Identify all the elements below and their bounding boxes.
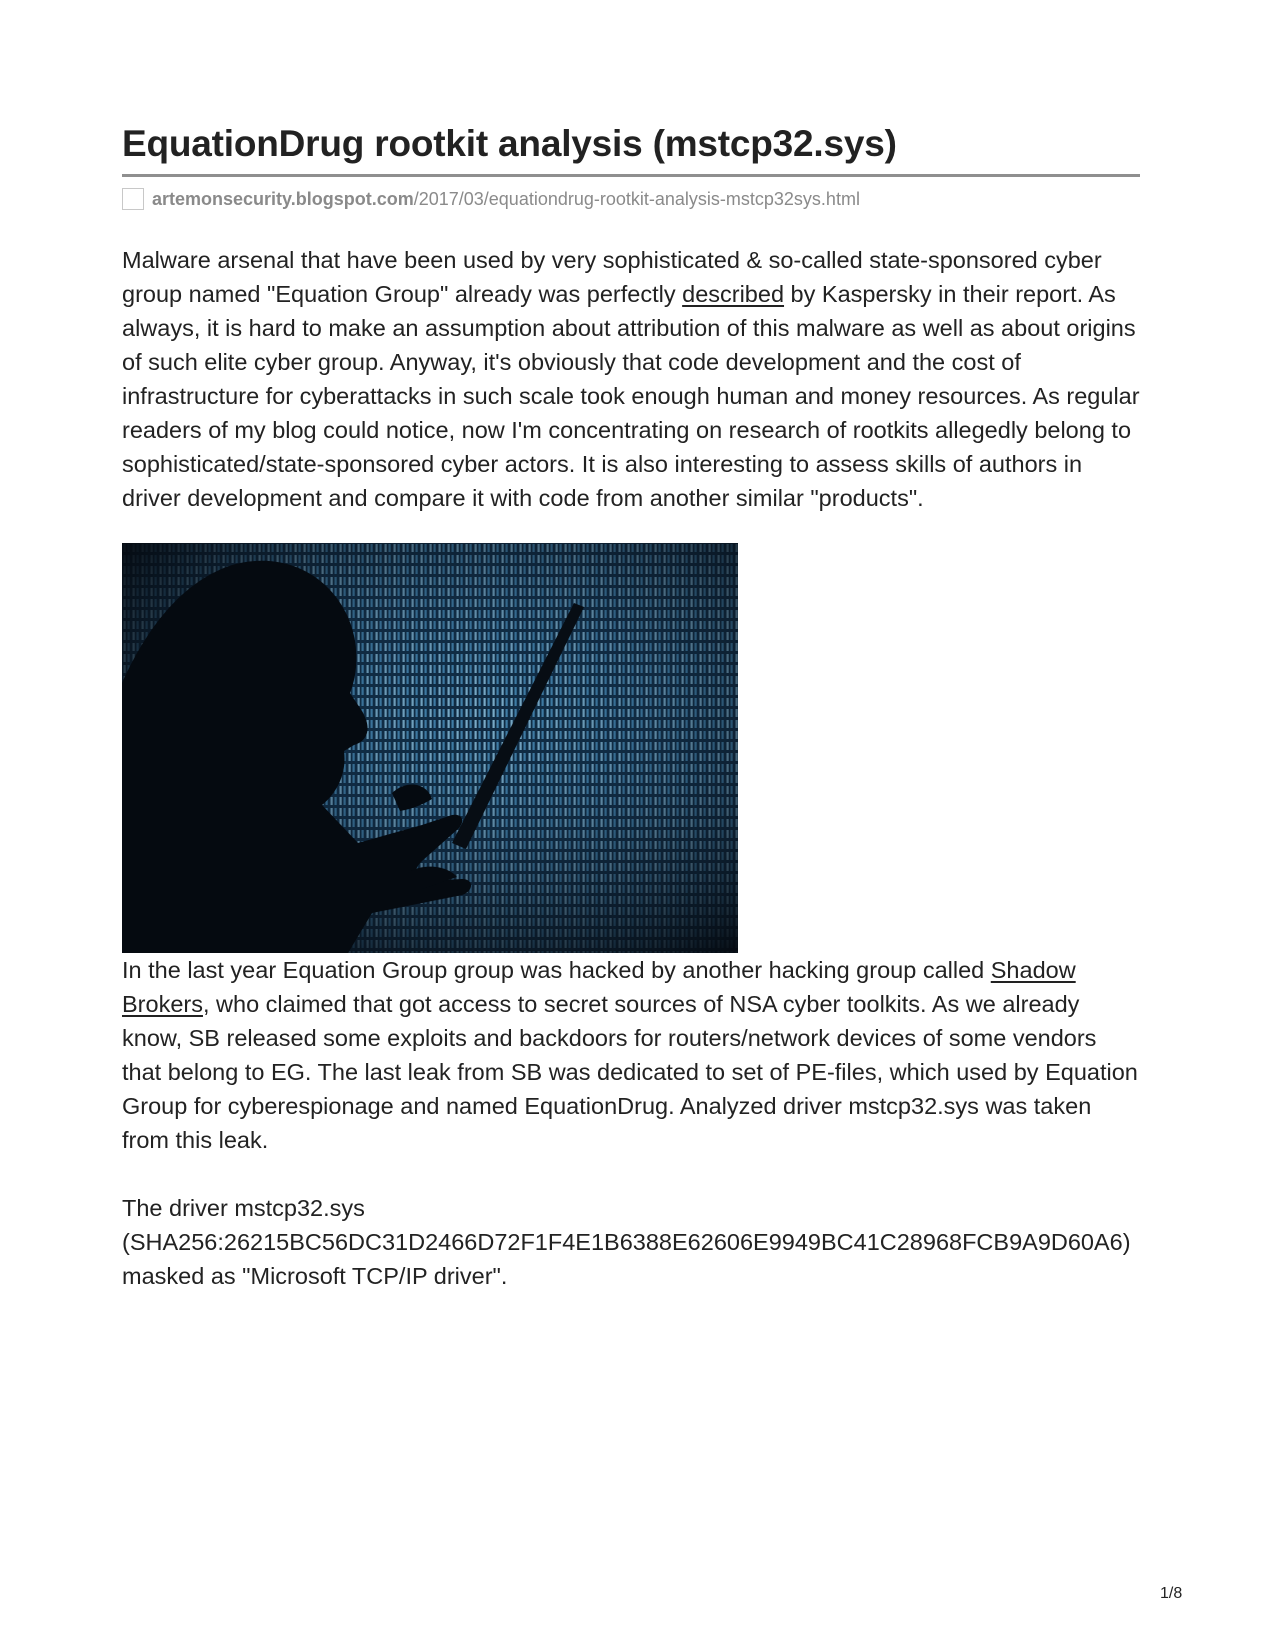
driver-line-1: The driver mstcp32.sys	[122, 1195, 365, 1221]
intro-text-end: by Kaspersky in their report. As always, it is hard to make an assumption about attribution of this malware as well as about origins of such elite cyber group. Anyway, it's obviously that code development and the cost of infrastructure for cyberattacks in such scale took enough human and money resources. As regular readers of my blog could notice, now I'm concentrating on research of rootkits allegedly belong to sophisticated/state-sponsored cyber actors. It is also interesting to assess skills of authors in driver development and compare it with code from another similar "products".	[122, 281, 1140, 511]
source-url-host[interactable]: artemonsecurity.blogspot.com	[152, 188, 414, 209]
source-url-path[interactable]: /2017/03/equationdrug-rootkit-analysis-mstcp32sys.html	[413, 188, 860, 209]
page-number: 1/8	[1160, 1585, 1183, 1602]
hacker-illustration	[122, 543, 738, 953]
favicon-icon	[122, 188, 144, 210]
described-link[interactable]: described	[682, 281, 785, 307]
source-url[interactable]	[122, 187, 1142, 211]
driver-hash: (SHA256:26215BC56DC31D2466D72F1F4E1B6388E62606E9949BC41C28968FCB9A9D60A6)	[122, 1229, 1131, 1255]
article	[122, 122, 1142, 1293]
shadow-brokers-link[interactable]: Shadow Brokers	[122, 957, 1076, 1017]
hacker-silhouette-image	[122, 543, 738, 953]
title-divider	[122, 174, 1140, 177]
shadow-brokers-paragraph	[122, 953, 1142, 1157]
shadow-brokers-text-end: , who claimed that got access to secret sources of NSA cyber toolkits. As we already know, SB released some exploits and backdoors for routers/network devices of some vendors that belong to EG. The last leak from SB was dedicated to set of PE-files, which used by Equation Group for cyberespionage and named EquationDrug. Analyzed driver mstcp32.sys was taken from this leak.	[122, 991, 1138, 1153]
intro-paragraph	[122, 243, 1142, 515]
driver-paragraph	[122, 1191, 1142, 1293]
article-title: EquationDrug rootkit analysis (mstcp32.sys)	[122, 123, 897, 164]
intro-text-start: Malware arsenal that have been used by very sophisticated & so-called state-sponsored cyber group named "Equation Group" already was perfectly	[122, 247, 1102, 307]
driver-line-3: masked as "Microsoft TCP/IP driver".	[122, 1263, 508, 1289]
shadow-brokers-text-start: In the last year Equation Group group was hacked by another hacking group called	[122, 957, 991, 983]
